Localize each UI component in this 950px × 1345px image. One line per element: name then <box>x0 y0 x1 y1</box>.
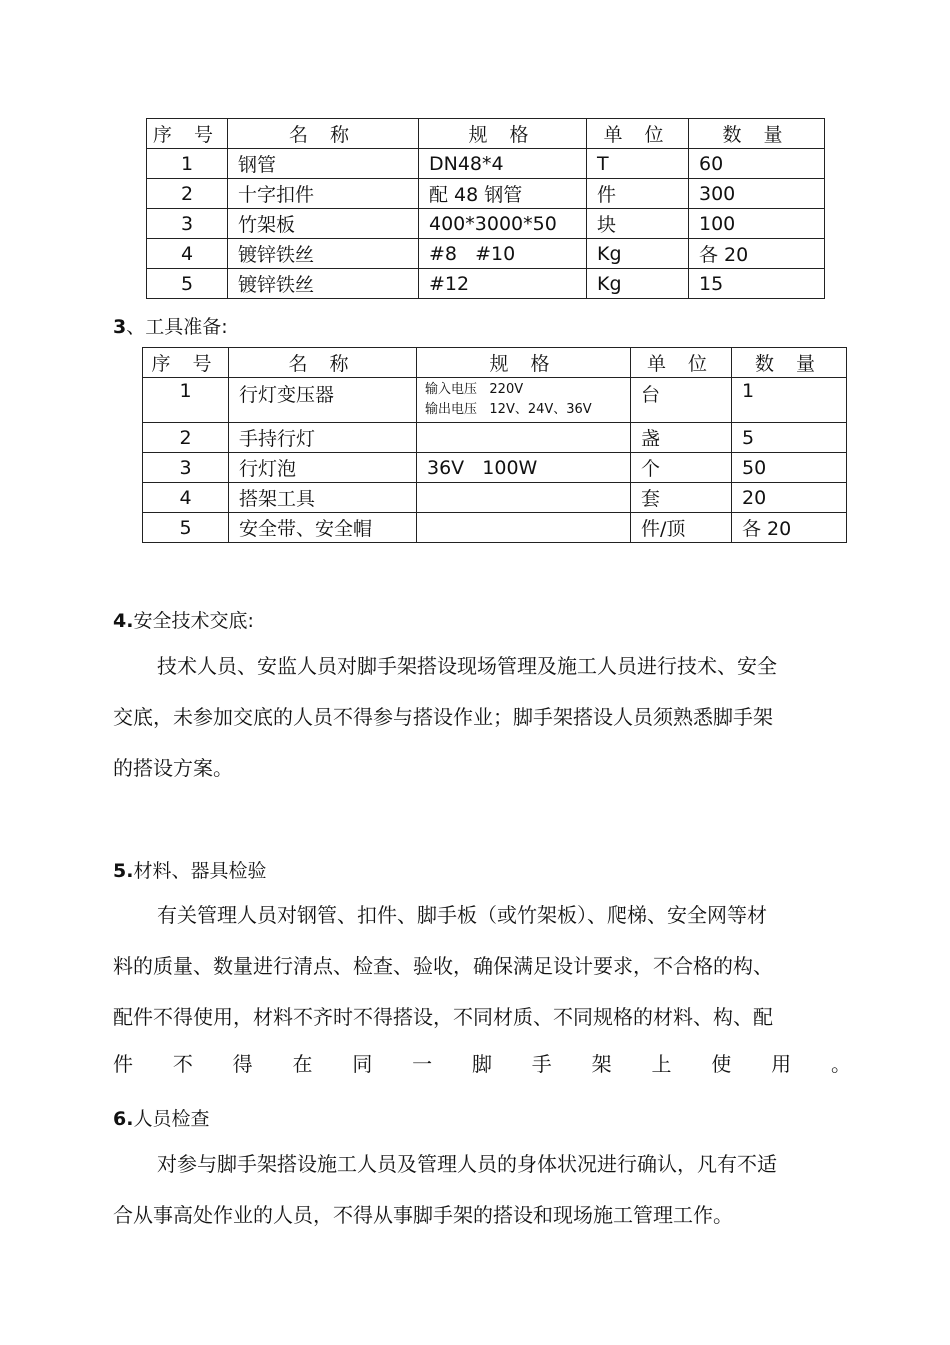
materials-table <box>146 118 825 299</box>
table-cell: 盏 <box>631 423 732 453</box>
header-cell: 规 格 <box>419 119 587 149</box>
section-title: 人员检查 <box>133 1108 210 1130</box>
table-cell <box>417 483 631 513</box>
table-cell <box>417 513 631 543</box>
table-cell: #12 <box>419 269 587 299</box>
section-number: 5. <box>113 860 134 882</box>
spec-line: 输出电压 12V、24V、36V <box>425 402 592 417</box>
table-cell: 个 <box>631 453 732 483</box>
table-cell: 2 <box>147 179 228 209</box>
table-cell: 安全带、安全帽 <box>229 513 417 543</box>
table-cell: DN48*4 <box>419 149 587 179</box>
spread-char: 一 <box>412 1052 433 1076</box>
table-cell: 配 48 钢管 <box>419 179 587 209</box>
table-cell: 400*3000*50 <box>419 209 587 239</box>
table-cell: 3 <box>147 209 228 239</box>
table-cell: 15 <box>689 269 825 299</box>
table-header-row <box>147 119 825 149</box>
table-row <box>143 483 847 513</box>
header-cell: 名 称 <box>228 119 419 149</box>
table-cell: 竹架板 <box>228 209 419 239</box>
table-cell: 4 <box>143 483 229 513</box>
table-cell: Kg <box>587 239 689 269</box>
table-cell: 手持行灯 <box>229 423 417 453</box>
table-row <box>143 453 847 483</box>
spread-char: 在 <box>292 1052 313 1076</box>
spread-char: 上 <box>651 1052 672 1076</box>
table-cell: 100 <box>689 209 825 239</box>
table-cell: 十字扣件 <box>228 179 419 209</box>
table-cell: 1 <box>732 378 847 423</box>
table-cell: 块 <box>587 209 689 239</box>
header-cell: 序 号 <box>147 119 228 149</box>
spread-char: 手 <box>531 1052 552 1076</box>
paragraph-line: 配件不得使用，材料不齐时不得搭设，不同材质、不同规格的材料、构、配 <box>113 1005 773 1029</box>
section-number: 3 <box>113 316 127 338</box>
table-row <box>147 149 825 179</box>
table-cell: Kg <box>587 269 689 299</box>
table-cell: 搭架工具 <box>229 483 417 513</box>
table-cell: 1 <box>143 378 229 423</box>
table-row <box>147 239 825 269</box>
spread-char: 架 <box>591 1052 612 1076</box>
section-4-heading <box>113 606 254 633</box>
table-cell: #8 #10 <box>419 239 587 269</box>
table-cell: 镀锌铁丝 <box>228 269 419 299</box>
table-row <box>143 513 847 543</box>
table-cell: 行灯变压器 <box>229 378 417 423</box>
table-cell: 各 20 <box>732 513 847 543</box>
paragraph-line: 料的质量、数量进行清点、检查、验收，确保满足设计要求，不合格的构、 <box>113 954 773 978</box>
section-number: 4. <box>113 610 134 632</box>
spread-char: 。 <box>830 1052 851 1076</box>
paragraph-line: 对参与脚手架搭设施工人员及管理人员的身体状况进行确认，凡有不适 <box>157 1152 777 1176</box>
paragraph-line: 合从事高处作业的人员，不得从事脚手架的搭设和现场施工管理工作。 <box>113 1203 733 1227</box>
section-title: 材料、器具检验 <box>133 860 267 882</box>
section-number: 6. <box>113 1108 134 1130</box>
table-cell: 5 <box>147 269 228 299</box>
section-6-body <box>113 1139 803 1241</box>
table-row <box>143 423 847 453</box>
table-cell: 各 20 <box>689 239 825 269</box>
section-6-heading <box>113 1104 209 1131</box>
header-cell: 数 量 <box>732 348 847 378</box>
table-cell: 1 <box>147 149 228 179</box>
table-cell <box>417 378 631 423</box>
table-cell: 36V 100W <box>417 453 631 483</box>
table-cell <box>417 423 631 453</box>
table-cell: 20 <box>732 483 847 513</box>
table-row <box>143 378 847 423</box>
table-header-row <box>143 348 847 378</box>
header-cell: 序 号 <box>143 348 229 378</box>
header-cell: 名 称 <box>229 348 417 378</box>
section-3-heading <box>113 312 228 339</box>
spread-char: 使 <box>711 1052 732 1076</box>
section-5-body <box>113 890 803 1043</box>
table-cell: 4 <box>147 239 228 269</box>
header-cell: 规 格 <box>417 348 631 378</box>
spec-line: 输入电压 220V <box>425 382 524 397</box>
table-cell: 5 <box>143 513 229 543</box>
spread-char: 得 <box>232 1052 253 1076</box>
header-cell: 数 量 <box>689 119 825 149</box>
table-cell: 镀锌铁丝 <box>228 239 419 269</box>
spread-char: 脚 <box>471 1052 492 1076</box>
section-title: 、工具准备: <box>126 316 228 338</box>
table-cell: T <box>587 149 689 179</box>
table-cell: 300 <box>689 179 825 209</box>
table-cell: 套 <box>631 483 732 513</box>
paragraph-line: 交底，未参加交底的人员不得参与搭设作业；脚手架搭设人员须熟悉脚手架 <box>113 705 773 729</box>
table-cell: 件/顶 <box>631 513 732 543</box>
table-cell: 60 <box>689 149 825 179</box>
justified-line <box>113 1048 851 1077</box>
table-cell: 5 <box>732 423 847 453</box>
paragraph-line: 技术人员、安监人员对脚手架搭设现场管理及施工人员进行技术、安全 <box>157 654 777 678</box>
table-cell: 件 <box>587 179 689 209</box>
section-5-heading <box>113 856 266 883</box>
table-row <box>147 179 825 209</box>
paragraph-line: 有关管理人员对钢管、扣件、脚手板（或竹架板）、爬梯、安全网等材 <box>157 903 767 927</box>
table-cell: 3 <box>143 453 229 483</box>
section-title: 安全技术交底: <box>133 610 254 632</box>
header-cell: 单 位 <box>631 348 732 378</box>
table-cell: 50 <box>732 453 847 483</box>
table-cell: 钢管 <box>228 149 419 179</box>
table-row <box>147 269 825 299</box>
spread-char: 用 <box>771 1052 792 1076</box>
spread-char: 同 <box>352 1052 373 1076</box>
table-cell: 2 <box>143 423 229 453</box>
table-row <box>147 209 825 239</box>
tools-table <box>142 347 847 543</box>
table-cell: 台 <box>631 378 732 423</box>
paragraph-line: 的搭设方案。 <box>113 756 233 780</box>
spread-char: 不 <box>172 1052 193 1076</box>
section-4-body <box>113 641 803 794</box>
table-cell: 行灯泡 <box>229 453 417 483</box>
header-cell: 单 位 <box>587 119 689 149</box>
spread-char: 件 <box>113 1052 133 1076</box>
